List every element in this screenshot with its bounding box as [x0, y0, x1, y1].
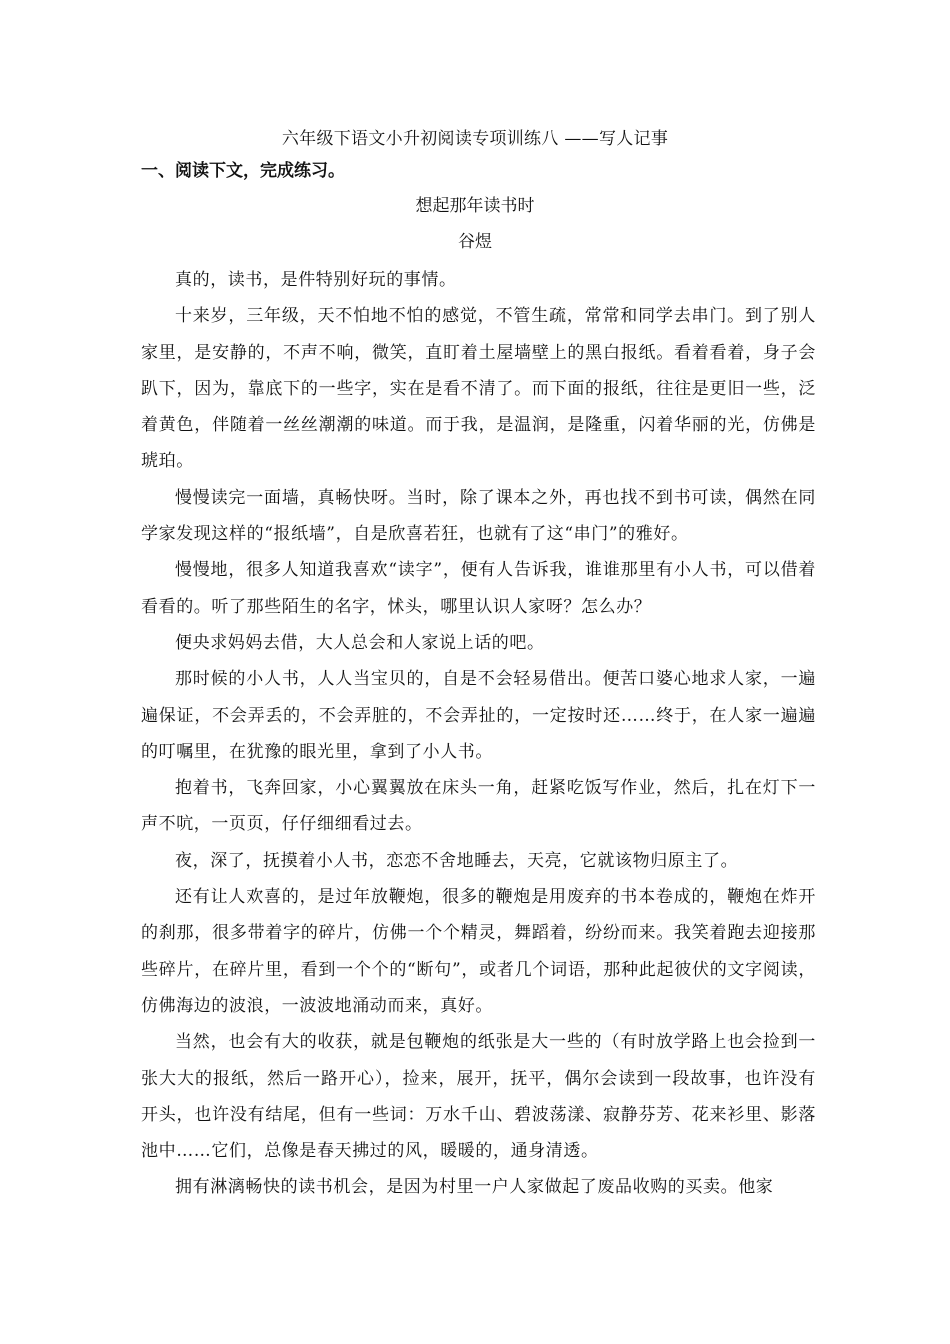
paragraph: 便央求妈妈去借，大人总会和人家说上话的吧。 [175, 632, 545, 653]
paragraph: 十来岁，三年级，天不怕地不怕的感觉，不管生疏，常常和同学去串门。到了别人家里，是安静的，不声不响，微笑，直盯着土屋墙壁上的黑白报纸。看着看着，身子会趴下，因为，靠底下的一些字，实在是看不清了。而下面的报纸，往往是更旧一些，泛着黄色，伴随着一丝丝潮潮的味道。而于我，是温润，是隆重，闪着华丽的光，仿佛是琥珀。 [141, 306, 816, 472]
paragraph: 慢慢读完一面墙，真畅快呀。当时，除了课本之外，再也找不到书可读，偶然在同学家发现这样的“报纸墙”，自是欣喜若狂，也就有了这“串门”的雅好。 [141, 487, 816, 545]
paragraph: 真的，读书，是件特别好玩的事情。 [175, 270, 457, 290]
document-title: 六年级下语文小升初阅读专项训练八 ——写人记事 [281, 129, 669, 149]
section-heading: 一、阅读下文，完成练习。 [141, 161, 345, 181]
article-body [141, 262, 816, 1206]
paragraph: 当然，也会有大的收获，就是包鞭炮的纸张是大一些的（有时放学路上也会捡到一张大大的报纸，然后一路开心），捡来，展开，抚平，偶尔会读到一段故事，也许没有开头，也许没有结尾，但有一些词：万水千山、碧波荡漾、寂静芬芳、花来衫里、影落池中……它们，总像是春天拂过的风，暖暖的，通身清透。 [141, 1032, 816, 1162]
paragraph: 夜，深了，抚摸着小人书，恋恋不舍地睡去，天亮，它就该物归原主了。 [175, 850, 739, 871]
paragraph: 还有让人欢喜的，是过年放鞭炮，很多的鞭炮是用废弃的书本卷成的，鞭炮在炸开的刹那，很多带着字的碎片，仿佛一个个精灵，舞蹈着，纷纷而来。我笑着跑去迎接那些碎片，在碎片里，看到一个个的“断句”，或者几个词语，那种此起彼伏的文字阅读，仿佛海边的波浪，一波波地涌动而来，真好。 [141, 887, 816, 1016]
paragraph: 抱着书，飞奔回家，小心翼翼放在床头一角，赶紧吃饭写作业，然后，扎在灯下一声不吭，一页页，仔仔细细看过去。 [141, 778, 816, 835]
paragraph: 慢慢地，很多人知道我喜欢“读字”，便有人告诉我，谁谁那里有小人书，可以借着看看的。听了那些陌生的名字，怵头，哪里认识人家呀？怎么办？ [141, 560, 816, 617]
article-author: 谷煜 [458, 232, 492, 252]
paragraph: 那时候的小人书，人人当宝贝的，自是不会轻易借出。便苦口婆心地求人家，一遍遍保证，不会弄丢的，不会弄脏的，不会弄扯的，一定按时还……终于，在人家一遍遍的叮嘱里，在犹豫的眼光里，拿到了小人书。 [141, 669, 816, 762]
article-title: 想起那年读书时 [415, 196, 535, 216]
paragraph: 拥有淋漓畅快的读书机会，是因为村里一户人家做起了废品收购的买卖。他家 [175, 1177, 774, 1198]
